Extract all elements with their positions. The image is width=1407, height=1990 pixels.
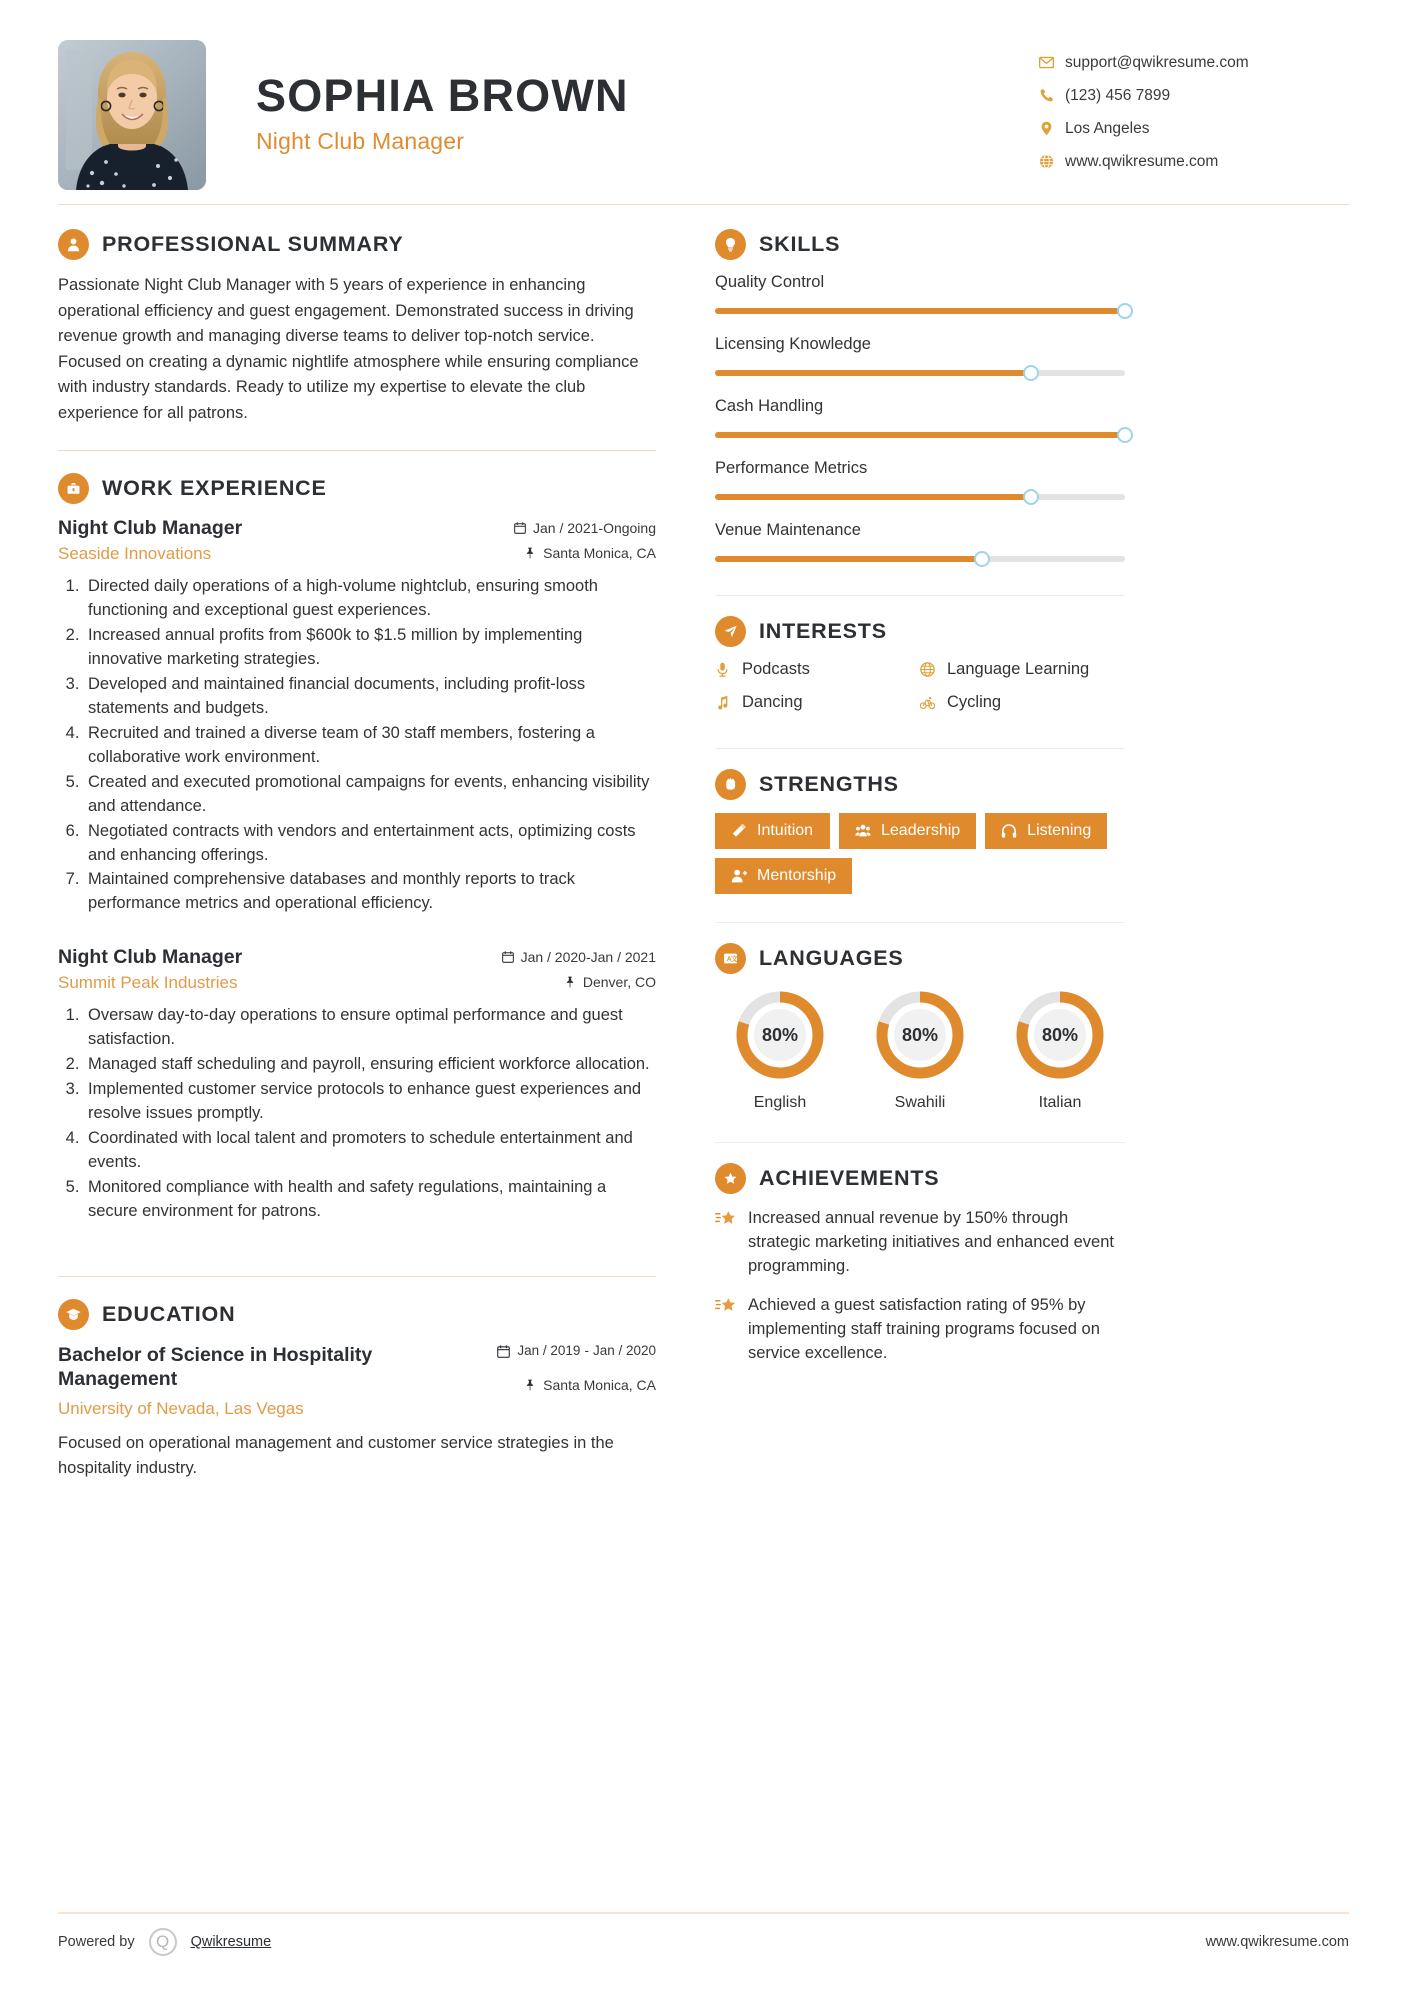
contact-phone[interactable]: [1039, 79, 1349, 112]
envelope-icon: [1039, 55, 1065, 70]
user-icon: [58, 229, 89, 260]
skill-item: [715, 273, 1125, 321]
contact-location[interactable]: [1039, 112, 1349, 145]
contact-location-text: Los Angeles: [1065, 119, 1150, 137]
language-percent: 80%: [761, 1024, 799, 1045]
language-item: [715, 987, 845, 1112]
translate-icon: [715, 943, 746, 974]
skill-slider[interactable]: [715, 425, 1125, 445]
skill-label: Performance Metrics: [715, 459, 868, 477]
language-label: English: [753, 1094, 807, 1111]
skill-label: Cash Handling: [715, 397, 824, 415]
music-note-icon: [715, 695, 742, 710]
skill-item: [715, 397, 1125, 445]
job-company: Summit Peak Industries: [58, 973, 238, 993]
interest-label: Language Learning: [947, 660, 1090, 678]
divider: [715, 748, 1125, 749]
svg-text:文: 文: [731, 956, 738, 964]
contact-website[interactable]: [1039, 145, 1349, 178]
education-school: University of Nevada, Las Vegas: [58, 1399, 304, 1419]
skill-slider[interactable]: [715, 487, 1125, 507]
globe-icon: [1039, 154, 1065, 169]
list-item: 3. Developed and maintained financial documents, including profit-loss statements and budgets.: [84, 673, 656, 721]
section-title-strengths: STRENGTHS: [759, 772, 899, 796]
section-title-achievements: ACHIEVEMENTS: [759, 1166, 940, 1190]
section-header-strengths: [715, 769, 1125, 800]
skill-item: [715, 521, 1125, 569]
location-pin-icon: [1039, 121, 1065, 136]
interest-label: Cycling: [947, 693, 1002, 711]
list-item: 3. Implemented customer service protocols to enhance guest experiences and resolve issues promptly.: [84, 1078, 656, 1126]
list-item: 7. Maintained comprehensive databases and monthly reports to track performance metrics and operational efficiency.: [84, 868, 656, 916]
language-donut: [732, 987, 828, 1083]
education-date-start: Jan / 2019: [517, 1342, 581, 1358]
pin-icon: [564, 976, 576, 988]
language-donut: [872, 987, 968, 1083]
section-title-skills: SKILLS: [759, 232, 841, 256]
divider: [715, 595, 1125, 596]
interest-item: [715, 693, 920, 712]
qwikresume-link[interactable]: Qwikresume: [190, 1934, 272, 1950]
section-header-languages: [715, 943, 1125, 974]
fist-icon: [715, 769, 746, 800]
magic-wand-icon: [731, 823, 747, 839]
calendar-icon: [502, 951, 514, 963]
skill-slider[interactable]: [715, 549, 1125, 569]
section-title-interests: INTERESTS: [759, 619, 887, 643]
language-percent: 80%: [901, 1024, 939, 1045]
bicycle-icon: [920, 695, 947, 710]
education-date-end: Jan / 2020: [592, 1342, 656, 1358]
slider-knob[interactable]: [1023, 365, 1039, 381]
divider: [58, 1276, 656, 1277]
education-dates: [497, 1343, 656, 1360]
list-item: 5. Monitored compliance with health and safety regulations, maintaining a secure environment for patrons.: [84, 1176, 656, 1224]
job-dates: [502, 949, 656, 965]
job-bullets: [84, 575, 656, 916]
skill-slider[interactable]: [715, 363, 1125, 383]
lightbulb-icon: [715, 229, 746, 260]
resume-body: [58, 229, 1349, 1481]
list-item: 6. Negotiated contracts with vendors and entertainment acts, optimizing costs and enhancing offerings.: [84, 820, 656, 868]
headphones-icon: [1001, 823, 1017, 839]
graduation-cap-icon: [58, 1299, 89, 1330]
user-plus-icon: [731, 868, 747, 884]
slider-knob[interactable]: [1117, 427, 1133, 443]
job-entry: [58, 517, 656, 916]
slider-knob[interactable]: [974, 551, 990, 567]
divider: [715, 922, 1125, 923]
briefcase-icon: [58, 473, 89, 504]
achievement-text: Achieved a guest satisfaction rating of 95% by implementing staff training programs focused on service excellence.: [748, 1295, 1100, 1362]
section-title-summary: PROFESSIONAL SUMMARY: [102, 232, 404, 256]
calendar-icon: [497, 1345, 510, 1358]
skill-slider[interactable]: [715, 301, 1125, 321]
footer-divider: [58, 1912, 1349, 1914]
strength-badge[interactable]: [715, 858, 852, 894]
job-location-text: Santa Monica, CA: [543, 545, 656, 562]
interest-item: [715, 660, 920, 679]
job-company: Seaside Innovations: [58, 544, 212, 564]
list-item: 5. Created and executed promotional campaigns for events, enhancing visibility and attendance.: [84, 771, 656, 819]
section-header-skills: [715, 229, 1125, 260]
divider: [58, 450, 656, 451]
achievement-item: [715, 1207, 1125, 1279]
skill-label: Quality Control: [715, 273, 825, 291]
phone-icon: [1039, 88, 1065, 103]
skill-item: [715, 335, 1125, 383]
strength-label: Leadership: [881, 822, 961, 839]
job-subheader-row: [58, 969, 656, 993]
job-dates-text: Jan / 2021-Ongoing: [533, 520, 656, 537]
contact-phone-text: (123) 456 7899: [1065, 86, 1171, 104]
education-meta: [497, 1343, 656, 1394]
job-dates: [514, 520, 656, 536]
footer-website[interactable]: www.qwikresume.com: [1205, 1934, 1349, 1950]
slider-fill: [715, 370, 1031, 376]
header-divider: [58, 204, 1349, 205]
job-dates-text: Jan / 2020-Jan / 2021: [520, 949, 656, 966]
interest-item: [920, 660, 1125, 679]
achievement-text: Increased annual revenue by 150% through strategic marketing initiatives and enhanced event programming.: [748, 1209, 1114, 1275]
column-gap: [678, 229, 715, 1481]
education-description: Focused on operational management and customer service strategies in the hospitality industry.: [58, 1434, 614, 1478]
identity-block: [256, 40, 1039, 155]
svg-text:A: A: [726, 956, 732, 964]
job-location-text: Denver, CO: [582, 974, 656, 991]
interest-label: Podcasts: [742, 660, 810, 678]
calendar-icon: [514, 522, 526, 534]
strength-badge[interactable]: [985, 813, 1107, 849]
section-header-work: [58, 473, 656, 504]
left-column: [58, 229, 678, 1481]
section-header-achievements: [715, 1163, 1125, 1194]
strength-label: Intuition: [757, 822, 814, 839]
section-title-languages: LANGUAGES: [759, 946, 904, 970]
skill-item: [715, 459, 1125, 507]
job-role: Night Club Manager: [58, 946, 243, 969]
slider-knob[interactable]: [1117, 303, 1133, 319]
job-header-row: [58, 517, 656, 540]
contact-website-text: www.qwikresume.com: [1065, 152, 1219, 170]
users-group-icon: [855, 823, 871, 839]
section-header-summary: [58, 229, 656, 260]
profile-photo: [58, 40, 206, 190]
job-header-row: [58, 946, 656, 969]
language-label: Italian: [1038, 1094, 1082, 1111]
section-title-work: WORK EXPERIENCE: [102, 476, 327, 501]
language-donut: [1012, 987, 1108, 1083]
language-label: Swahili: [894, 1094, 946, 1111]
slider-fill: [715, 432, 1125, 438]
list-item: 1. Directed daily operations of a high-volume nightclub, ensuring smooth functioning and exceptional guest experiences.: [84, 575, 656, 623]
slider-fill: [715, 556, 982, 562]
slider-fill: [715, 308, 1125, 314]
paper-plane-icon: [715, 616, 746, 647]
powered-by-block: [58, 1928, 271, 1956]
date-dash: -: [584, 1342, 589, 1358]
right-column: [715, 229, 1125, 1481]
interest-label: Dancing: [742, 693, 803, 711]
interest-item: [920, 693, 1125, 712]
interests-list: [715, 660, 1125, 726]
section-header-education: [58, 1299, 656, 1330]
language-percent: 80%: [1041, 1024, 1079, 1045]
pin-icon: [524, 547, 536, 559]
globe-icon: [920, 662, 947, 677]
list-item: 2. Increased annual profits from $600k to $1.5 million by implementing innovative marketing strategies.: [84, 624, 656, 672]
job-subheader-row: [58, 540, 656, 564]
strengths-list: [715, 813, 1125, 894]
education-degree: Bachelor of Science in Hospitality Management: [58, 1343, 373, 1390]
job-bullets: [84, 1004, 656, 1223]
powered-by-label: Powered by: [58, 1934, 135, 1950]
star-badge-icon: [715, 1163, 746, 1194]
language-item: [855, 987, 985, 1112]
shooting-star-icon: [715, 1207, 748, 1279]
language-item: [995, 987, 1125, 1112]
contact-email-text: support@qwikresume.com: [1065, 53, 1249, 71]
summary-text: Passionate Night Club Manager with 5 years of experience in enhancing operational efficiency and guest engagement. Demonstrated success in driving revenue growth and managing diverse teams to deliver top-notch service. Focused on creating a dynamic nightlife atmosphere while ensuring compliance with industry standards. Ready to utilize my expertise to elevate the club experience for all patrons.: [58, 276, 639, 422]
job-entry: [58, 946, 656, 1223]
page-footer: [58, 1912, 1349, 1956]
education-location-text: Santa Monica, CA: [543, 1377, 656, 1394]
list-item: 2. Managed staff scheduling and payroll, ensuring efficient workforce allocation.: [84, 1053, 656, 1077]
education-entry: [58, 1343, 656, 1420]
contact-email[interactable]: [1039, 46, 1349, 79]
education-location: [497, 1377, 656, 1393]
list-item: 4. Coordinated with local talent and promoters to schedule entertainment and events.: [84, 1127, 656, 1175]
list-item: 1. Oversaw day-to-day operations to ensure optimal performance and guest satisfaction.: [84, 1004, 656, 1052]
job-location: [524, 545, 656, 561]
job-location: [564, 974, 656, 990]
resume-header: [58, 0, 1349, 190]
skill-label: Licensing Knowledge: [715, 335, 871, 353]
strength-label: Mentorship: [757, 867, 837, 884]
job-role: Night Club Manager: [58, 517, 243, 540]
strength-badge[interactable]: [839, 813, 976, 849]
strength-badge[interactable]: [715, 813, 830, 849]
contact-list: [1039, 40, 1349, 178]
pin-icon: [524, 1379, 536, 1391]
achievement-item: [715, 1294, 1125, 1366]
section-header-interests: [715, 616, 1125, 647]
shooting-star-icon: [715, 1294, 748, 1366]
job-title: Night Club Manager: [256, 128, 465, 155]
languages-list: [715, 987, 1125, 1112]
strength-label: Listening: [1027, 822, 1092, 839]
slider-knob[interactable]: [1023, 489, 1039, 505]
education-main: [58, 1343, 418, 1420]
page-title: SOPHIA BROWN: [256, 70, 629, 121]
list-item: 4. Recruited and trained a diverse team of 30 staff members, fostering a collaborative work environment.: [84, 722, 656, 770]
section-title-education: EDUCATION: [102, 1301, 236, 1326]
divider: [715, 1142, 1125, 1143]
qwikresume-logo-icon: Q: [149, 1928, 177, 1956]
slider-fill: [715, 494, 1031, 500]
footer-row: [58, 1928, 1349, 1956]
microphone-icon: [715, 662, 742, 677]
skill-label: Venue Maintenance: [715, 521, 861, 539]
